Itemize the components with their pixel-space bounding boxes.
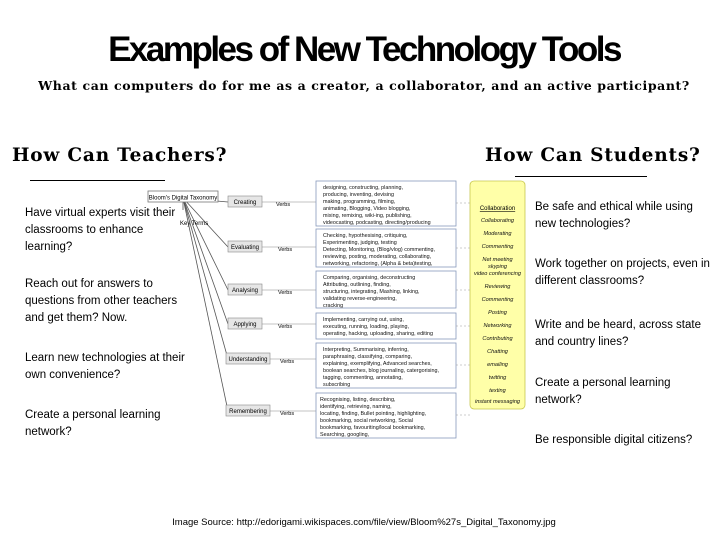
- level-label-creating: Creating: [233, 200, 257, 206]
- verbs-label-analysing: Verbs: [278, 290, 293, 296]
- verb-box-applying: [316, 313, 456, 339]
- collab-item: Net meeting: [482, 257, 513, 263]
- root-node-label: Bloom's Digital Taxonomy: [148, 195, 218, 202]
- level-understanding: [226, 353, 316, 365]
- collab-item: Reviewing: [484, 284, 511, 290]
- verb-line: boolean searches, blog journaling, catergorising,: [323, 368, 439, 374]
- level-label-understanding: Understanding: [228, 357, 268, 363]
- verb-line: Checking, hypothesising, critiquing,: [323, 233, 408, 239]
- page-title: Examples of New Technology Tools: [108, 30, 620, 69]
- verb-line: producing, inventing, devising: [323, 192, 395, 198]
- collab-item: Commenting: [481, 244, 514, 250]
- student-item-safe-ethical: Be safe and ethical while using new technologies?: [535, 201, 693, 230]
- verb-line: designing, constructing, planning,: [323, 185, 404, 191]
- verb-line: mixing, remixing, wiki-ing, publishing,: [323, 213, 412, 219]
- verb-line: Implementing, carrying out, using,: [323, 317, 404, 323]
- verbs-label-applying: Verbs: [278, 324, 293, 330]
- verb-line: tagging, commenting, annotating,: [323, 375, 403, 381]
- level-evaluating: [228, 241, 316, 253]
- verb-line: bookmarking, social networking, Social: [320, 418, 413, 424]
- verb-line: Attributing, outlining, finding,: [323, 282, 391, 288]
- level-creating: [228, 196, 316, 208]
- collab-item: emailing: [487, 362, 508, 368]
- teachers-heading: How Can Teachers?: [12, 145, 228, 166]
- collab-item: texting: [489, 388, 506, 394]
- collab-item: Contributing: [482, 336, 513, 342]
- collab-item: Moderating: [483, 231, 512, 237]
- taxonomy-branches: [183, 198, 228, 411]
- verb-line: Experimenting, judging, testing: [323, 240, 397, 246]
- collab-item: instant messaging: [474, 399, 521, 405]
- verb-line: identifying, retrieving, naming,: [320, 404, 392, 410]
- collaboration-connectors: [456, 203, 470, 415]
- verb-line: Comparing, organising, deconstructing: [323, 275, 416, 281]
- teacher-item-pln: Create a personal learning network?: [25, 409, 161, 438]
- student-item-work-together: Work together on projects, even in different classrooms?: [535, 258, 710, 287]
- verbs-label-creating: Verbs: [276, 202, 291, 208]
- student-item-pln: Create a personal learning network?: [535, 377, 671, 406]
- verb-box-analysing: [316, 271, 456, 309]
- level-applying: [228, 318, 316, 330]
- verb-line: reviewing, posting, moderating, collaborating,: [323, 254, 432, 260]
- verb-line: networking, refactoring, (Alpha & beta)testing,: [323, 261, 433, 267]
- verb-line: animating, Blogging, Video blogging,: [323, 206, 411, 212]
- level-analysing: [228, 284, 316, 296]
- teacher-item-learn-tech: Learn new technologies at their own convenience?: [25, 352, 185, 381]
- level-remembering: [226, 405, 316, 417]
- teacher-item-reach-out: Reach out for answers to questions from other teachers and get them? Now.: [25, 278, 178, 324]
- verb-line: explaining, exemplifying, Advanced searches,: [323, 361, 432, 367]
- verb-line: structuring, integrating, Mashing, linking,: [323, 289, 420, 295]
- verb-line: operating, hacking, uploading, sharing, editing: [323, 331, 433, 337]
- students-heading: How Can Students?: [485, 145, 701, 166]
- page-subtitle: What can computers do for me as a creator, a collaborator, and an active participant?: [38, 78, 690, 93]
- verb-line: subscribing: [323, 382, 351, 388]
- verbs-label-evaluating: Verbs: [278, 247, 293, 253]
- level-label-remembering: Remembering: [229, 409, 267, 415]
- teacher-item-virtual-experts: Have virtual experts visit their classrooms to enhance learning?: [25, 207, 176, 253]
- collab-item: Commenting: [481, 297, 514, 303]
- verbs-label-remembering: Verbs: [280, 411, 295, 417]
- level-label-evaluating: Evaluating: [230, 245, 260, 251]
- level-label-applying: Applying: [233, 322, 257, 328]
- verb-box-evaluating: [316, 229, 456, 267]
- collab-item: Posting: [488, 310, 507, 316]
- verb-line: Interpreting, Summarising, inferring,: [323, 347, 409, 353]
- student-item-write-heard: Write and be heard, across state and country lines?: [535, 319, 701, 348]
- verb-line: Detecting, Monitoring, (Blog/vlog) commenting,: [323, 247, 436, 253]
- verb-line: cracking: [323, 303, 344, 309]
- verb-line: Searching, googling,: [320, 432, 370, 438]
- verb-line: making, programming, filming,: [323, 199, 396, 205]
- verb-line: executing, running, loading, playing,: [323, 324, 410, 330]
- verb-line: paraphrasing, classifying, comparing,: [323, 354, 412, 360]
- verb-line: Recognising, listing, describing,: [320, 397, 396, 403]
- verb-box-creating: [316, 181, 456, 226]
- collab-item: skyping: [488, 264, 507, 270]
- student-item-citizens: Be responsible digital citizens?: [535, 434, 693, 446]
- verbs-label-understanding: Verbs: [280, 359, 295, 365]
- collab-item: Collaborating: [481, 218, 514, 224]
- verb-line: videocasting, podcasting, directing/producing: [323, 220, 431, 226]
- collab-item: Chatting: [487, 349, 508, 355]
- verb-box-understanding: [316, 343, 456, 388]
- image-source-caption: Image Source: http://edorigami.wikispaces.com/file/view/Bloom%27s_Digital_Taxonomy.jpg: [172, 517, 556, 528]
- verb-line: locating, finding, Bullet pointing, highlighting,: [320, 411, 427, 417]
- collab-item: Networking: [483, 323, 512, 329]
- level-label-analysing: Analysing: [231, 288, 259, 294]
- collab-item: twitting: [488, 375, 507, 381]
- collaboration-column: [470, 181, 525, 409]
- verb-line: validating reverse-engineering,: [323, 296, 397, 302]
- collab-item: video conferencing: [474, 271, 521, 277]
- key-terms-label: Key Terms: [180, 221, 209, 227]
- verb-line: bookmarking, favouriting/local bookmarking,: [320, 425, 426, 431]
- collaboration-header: Collaboration: [479, 206, 516, 212]
- verb-box-remembering: [316, 393, 456, 438]
